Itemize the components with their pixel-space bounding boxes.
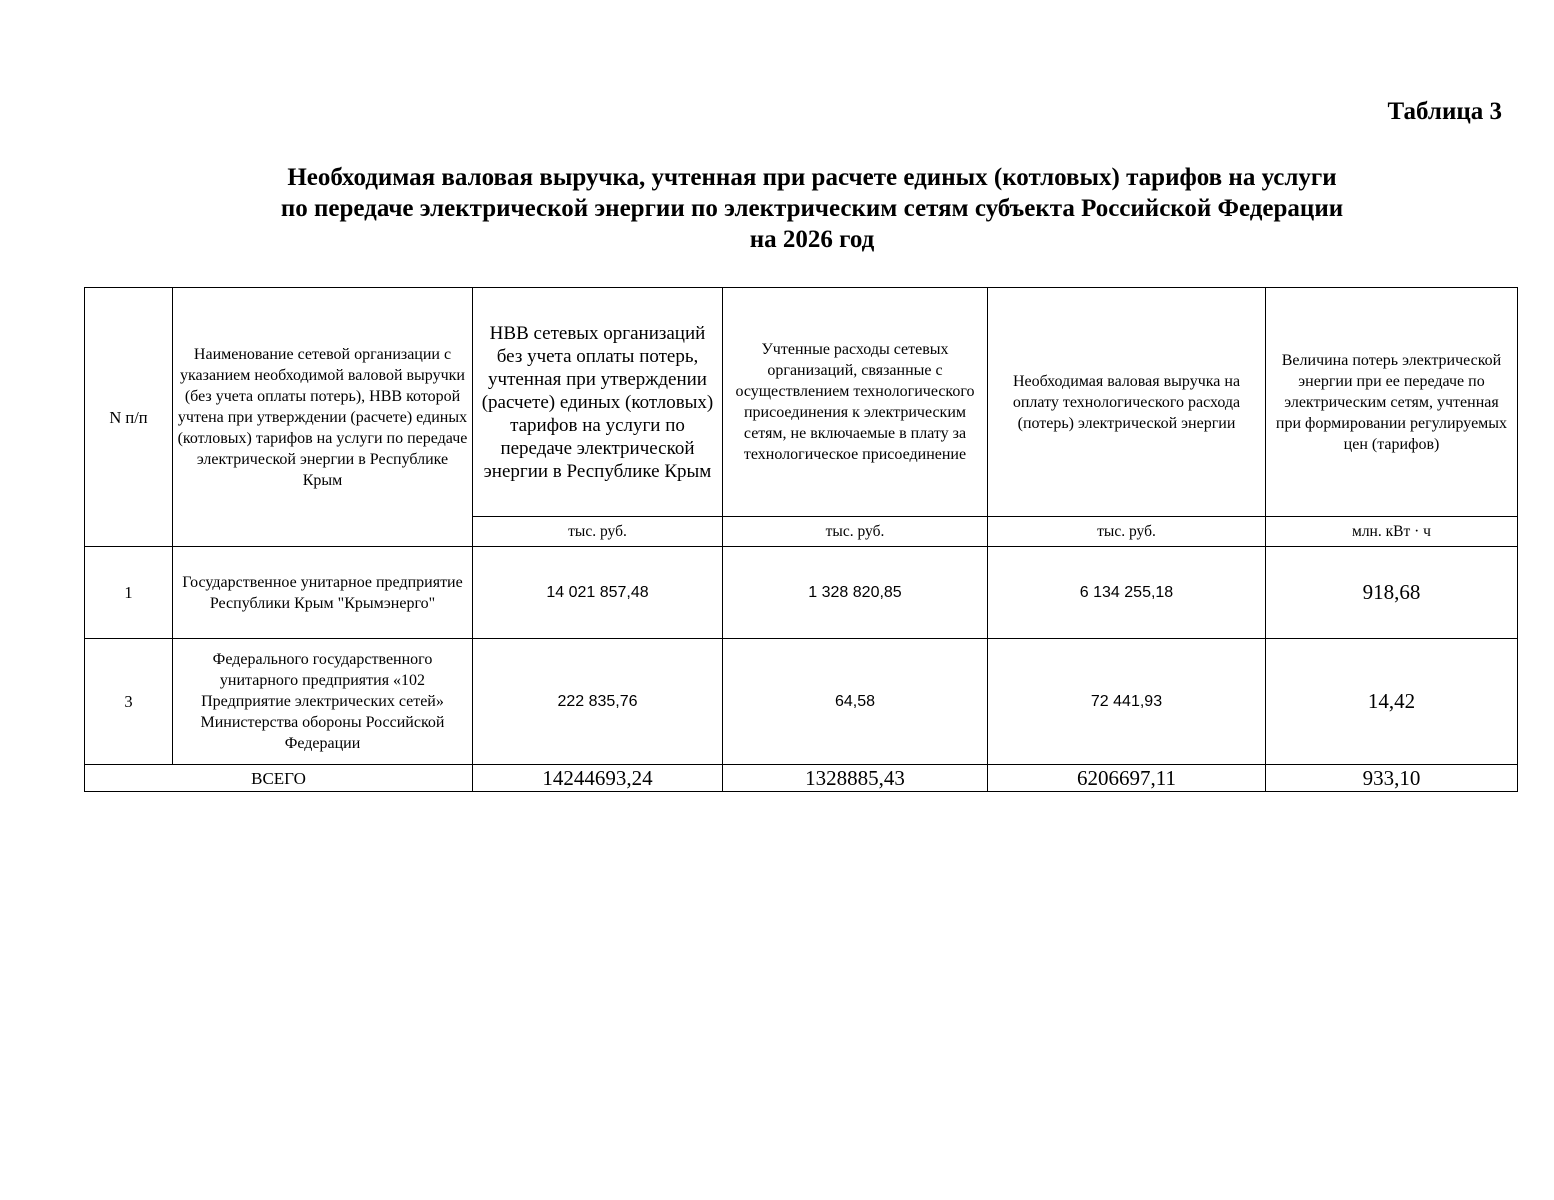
unit-loss-revenue: тыс. руб. — [988, 517, 1266, 547]
header-row — [85, 288, 1518, 517]
row-organization-name: Федерального государственного унитарного предприятия «102 Предприятие электрических сетей» Министерства обороны Российской Федерации — [173, 639, 473, 765]
table-row — [85, 547, 1518, 639]
row-organization-name: Государственное унитарное предприятие Республики Крым "Крымэнерго" — [173, 547, 473, 639]
total-loss-revenue: 6206697,11 — [988, 765, 1266, 792]
header-num: N п/п — [85, 288, 173, 547]
header-energy-losses: Величина потерь электрической энергии при ее передаче по электрическим сетям, учтенная при формировании регулируемых цен (тарифов) — [1266, 288, 1518, 517]
title-line-2: по передаче электрической энергии по электрическим сетям субъекта Российской Федерации — [280, 195, 1344, 222]
total-label: ВСЕГО — [85, 765, 473, 792]
header-nvv: НВВ сетевых организаций без учета оплаты потерь, учтенная при утверждении (расчете) единых (котловых) тарифов на услуги по передаче электрической энергии в Республике Крым — [473, 288, 723, 517]
total-row — [85, 765, 1518, 792]
total-energy-losses: 933,10 — [1266, 765, 1518, 792]
unit-energy-losses: млн. кВт · ч — [1266, 517, 1518, 547]
title-line-1: Необходимая валовая выручка, учтенная при расчете единых (котловых) тарифов на услуги — [287, 164, 1337, 191]
unit-tech-connection-costs: тыс. руб. — [723, 517, 988, 547]
row-num: 3 — [85, 639, 173, 765]
row-tech-connection-costs: 64,58 — [723, 639, 988, 765]
row-energy-losses: 918,68 — [1266, 547, 1518, 639]
row-loss-revenue: 6 134 255,18 — [988, 547, 1266, 639]
table-number-label: Таблица 3 — [1387, 98, 1502, 125]
document-title — [0, 162, 1554, 255]
unit-nvv: тыс. руб. — [473, 517, 723, 547]
row-nvv: 14 021 857,48 — [473, 547, 723, 639]
total-nvv: 14244693,24 — [473, 765, 723, 792]
header-organization-name: Наименование сетевой организации с указанием необходимой валовой выручки (без учета оплаты потерь), НВВ которой учтена при утверждении (расчете) единых (котловых) тарифов на услуги по передаче электрической энергии в Республике Крым — [173, 288, 473, 547]
total-tech-connection-costs: 1328885,43 — [723, 765, 988, 792]
row-nvv: 222 835,76 — [473, 639, 723, 765]
title-line-3: на 2026 год — [749, 226, 875, 253]
header-tech-connection-costs: Учтенные расходы сетевых организаций, связанные с осуществлением технологического присоединения к электрическим сетям, не включаемые в плату за технологическое присоединение — [723, 288, 988, 517]
row-energy-losses: 14,42 — [1266, 639, 1518, 765]
header-loss-revenue: Необходимая валовая выручка на оплату технологического расхода (потерь) электрической энергии — [988, 288, 1266, 517]
revenue-table — [84, 287, 1518, 792]
row-num: 1 — [85, 547, 173, 639]
row-tech-connection-costs: 1 328 820,85 — [723, 547, 988, 639]
row-loss-revenue: 72 441,93 — [988, 639, 1266, 765]
table-row — [85, 639, 1518, 765]
